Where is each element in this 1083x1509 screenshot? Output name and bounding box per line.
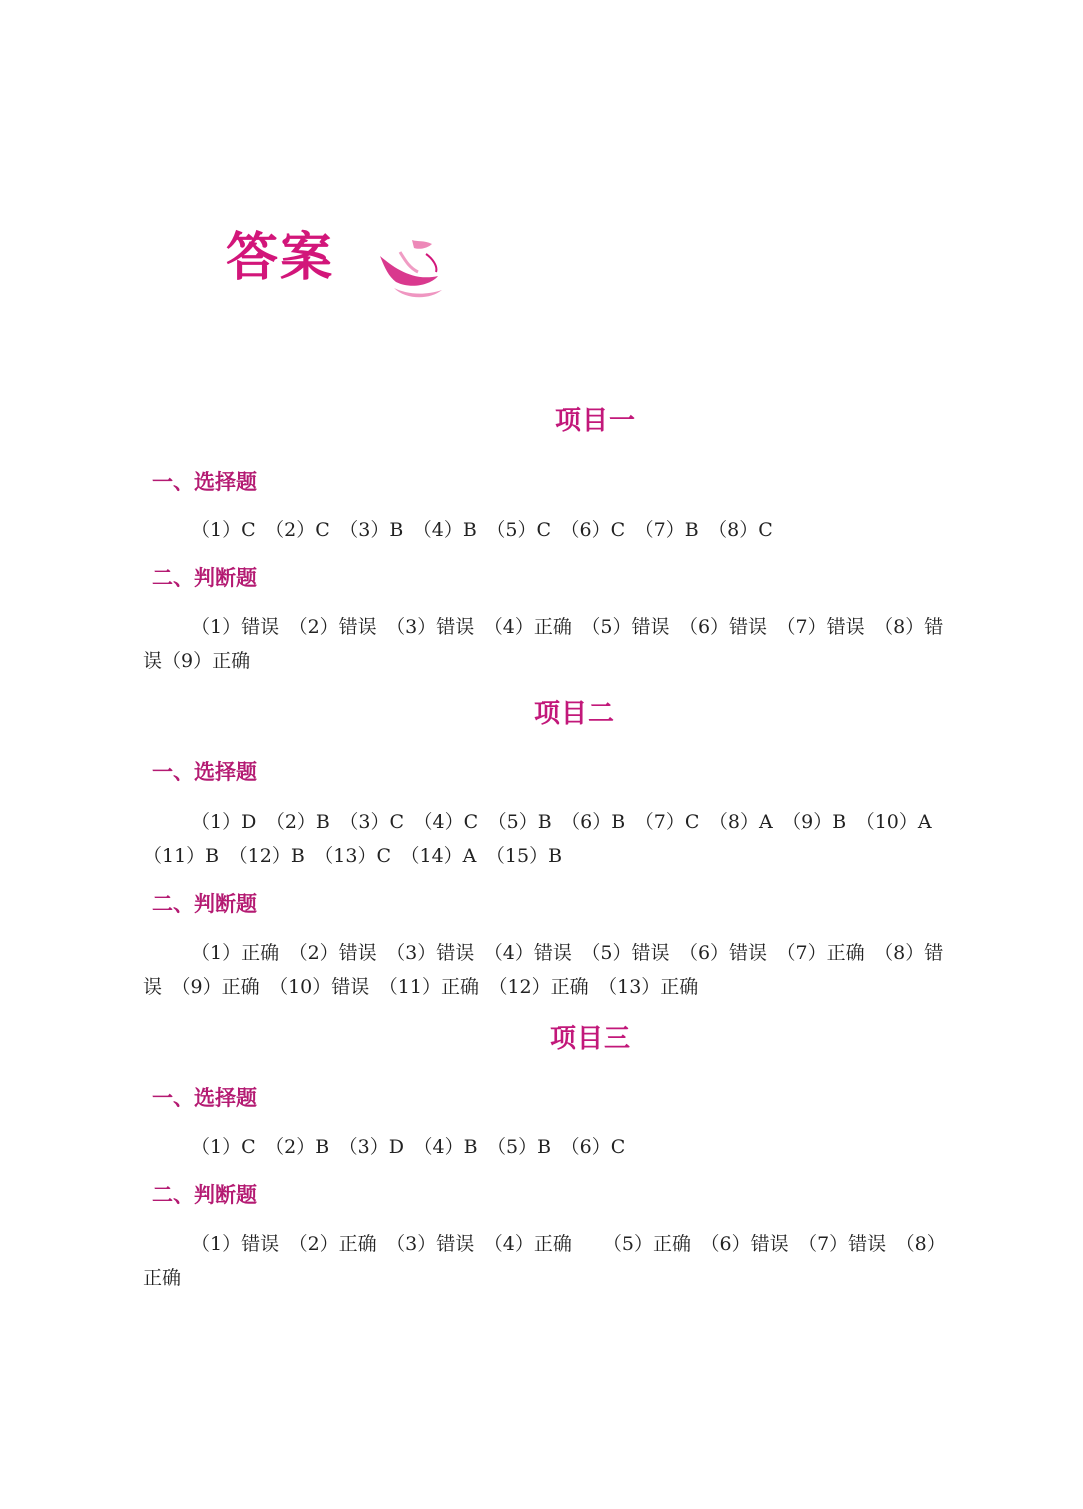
page-title: 答案: [226, 228, 335, 288]
section-heading: 二、判断题: [152, 566, 257, 590]
section-heading: 一、选择题: [152, 470, 257, 494]
project-title: 项目三: [550, 1024, 632, 1054]
answers-text: （1）C （2）B （3）D （4）B （5）B （6）C: [191, 1136, 626, 1158]
section-heading: 二、判断题: [152, 1183, 257, 1207]
section-heading: 二、判断题: [152, 892, 257, 916]
section-heading: 一、选择题: [152, 1086, 257, 1110]
answers-text: （1）D （2）B （3）C （4）C （5）B （6）B （7）C （8）A （9）B （10）A （11）B （12）B （13）C （14）A （15）B: [143, 811, 951, 867]
answers-text: （1）错误 （2）错误 （3）错误 （4）正确 （5）错误 （6）错误 （7）错误 （8）错误（9）正确: [143, 616, 944, 672]
answers-text: （1）C （2）C （3）B （4）B （5）C （6）C （7）B （8）C: [191, 519, 773, 541]
section-heading: 一、选择题: [152, 760, 257, 784]
project-title: 项目一: [555, 406, 637, 436]
project-title: 项目二: [534, 699, 616, 729]
pink-brush-ornament-icon: [372, 236, 452, 302]
answers-text: （1）错误 （2）正确 （3）错误 （4）正确 （5）正确 （6）错误 （7）错误 （8）正确: [143, 1233, 946, 1289]
answers-text: （1）正确 （2）错误 （3）错误 （4）错误 （5）错误 （6）错误 （7）正确 （8）错误 （9）正确 （10）错误 （11）正确 （12）正确 （13）正确: [143, 942, 944, 998]
